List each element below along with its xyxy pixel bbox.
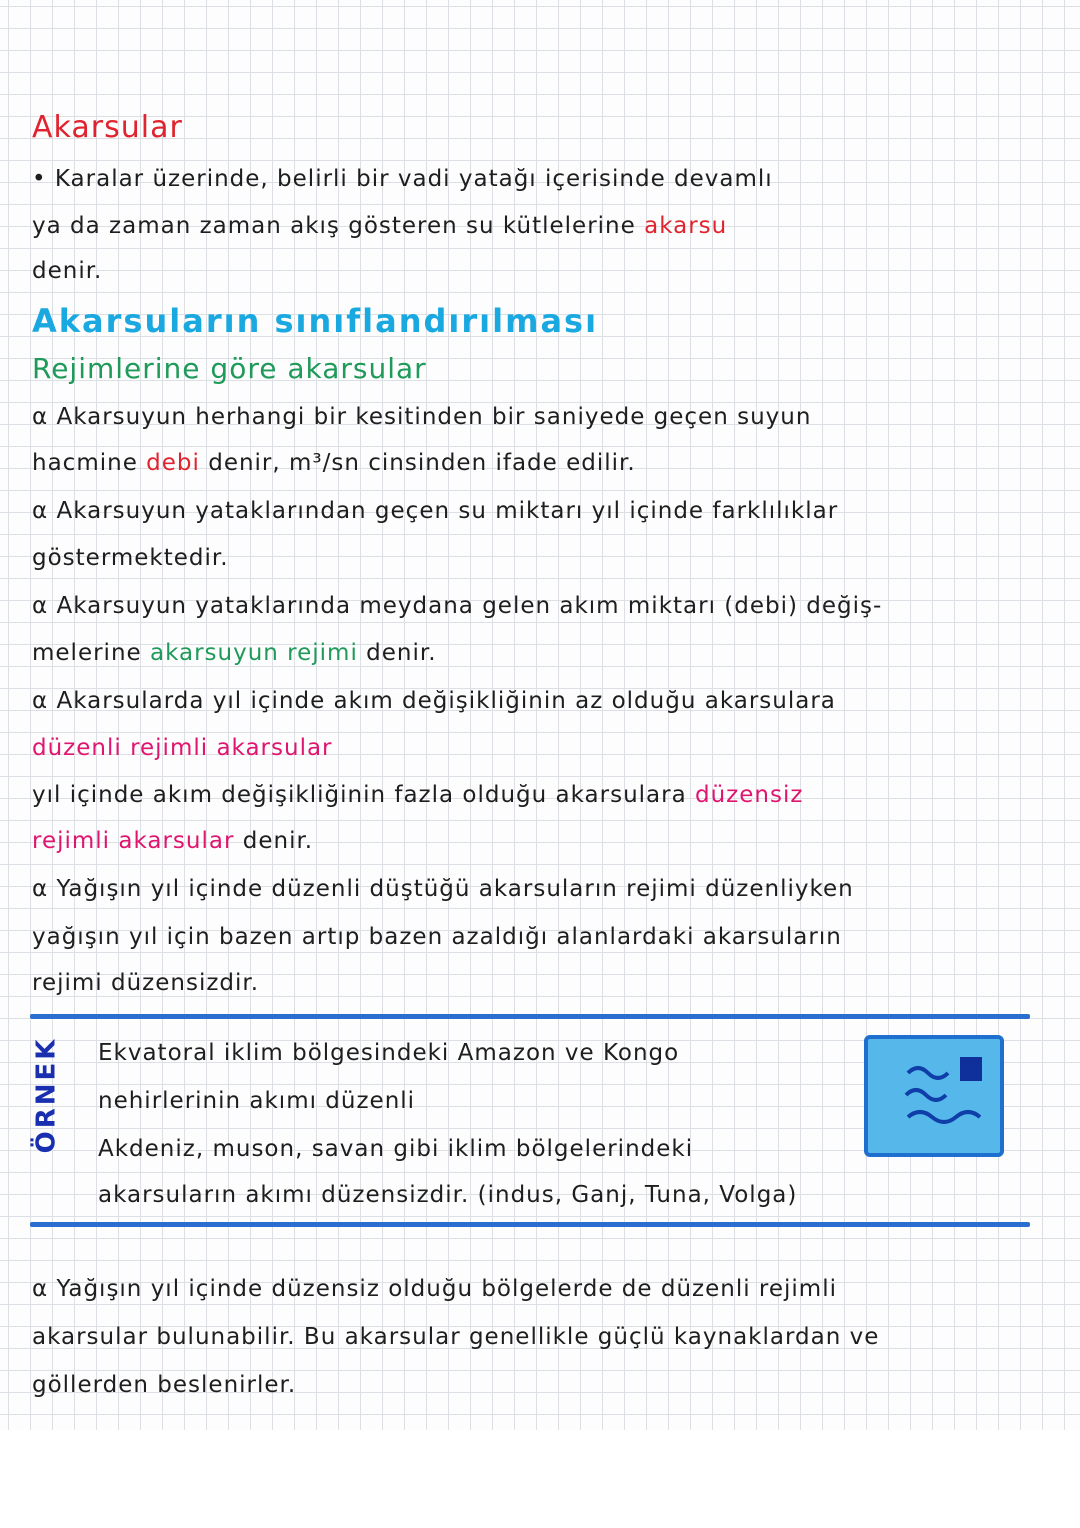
p3-line-2 bbox=[32, 640, 437, 666]
p4-line-1: ⍺ Akarsularda yıl içinde akım değişikliğinin az olduğu akarsulara bbox=[32, 688, 836, 714]
intro-line-2 bbox=[32, 213, 727, 239]
p1-line-1: ⍺ Akarsuyun herhangi bir kesitinden bir saniyede geçen suyun bbox=[32, 404, 812, 430]
p4-line-4 bbox=[32, 828, 313, 854]
page-bottom-margin bbox=[0, 1430, 1080, 1528]
p1-line-2 bbox=[32, 450, 636, 476]
p1-text-c: denir, m³/sn cinsinden ifade edilir. bbox=[199, 450, 636, 476]
p5-line-2: yağışın yıl için bazen artıp bazen azaldığı alanlardaki akarsuların bbox=[32, 924, 842, 950]
term-rejimli-akarsular: rejimli akarsular bbox=[32, 828, 235, 854]
p5-line-3: rejimi düzensizdir. bbox=[32, 970, 260, 996]
section-heading: Akarsuların sınıflandırılması bbox=[32, 302, 599, 340]
term-duzenli-rejimli: düzenli rejimli akarsular bbox=[32, 735, 333, 761]
example-line-2: nehirlerinin akımı düzenli bbox=[98, 1088, 416, 1114]
intro-line-1: • Karalar üzerinde, belirli bir vadi yatağı içerisinde devamlı bbox=[32, 166, 773, 192]
example-tag-label: ÖRNEK bbox=[31, 1036, 62, 1154]
p2-line-2: göstermektedir. bbox=[32, 545, 229, 571]
example-tag bbox=[16, 1030, 76, 1160]
intro-line-3: denir. bbox=[32, 258, 103, 284]
p1-text-a: hacmine bbox=[32, 450, 147, 476]
term-akarsuyun-rejimi: akarsuyun rejimi bbox=[149, 640, 358, 666]
intro-text: ya da zaman zaman akış gösteren su kütlelerine bbox=[32, 213, 645, 239]
p6-line-2: akarsular bulunabilir. Bu akarsular genellikle güçlü kaynaklardan ve bbox=[32, 1324, 880, 1350]
p4-text-b: denir. bbox=[234, 828, 314, 854]
example-line-1: Ekvatoral iklim bölgesindeki Amazon ve Kongo bbox=[98, 1040, 680, 1066]
p2-line-1: ⍺ Akarsuyun yataklarından geçen su miktarı yıl içinde farklılıklar bbox=[32, 498, 839, 524]
p3-text-c: denir. bbox=[357, 640, 437, 666]
example-line-3: Akdeniz, muson, savan gibi iklim bölgelerindeki bbox=[98, 1136, 694, 1162]
water-waves-icon bbox=[864, 1035, 1004, 1157]
p3-text-a: melerine bbox=[32, 640, 150, 666]
p4-line-3 bbox=[32, 782, 803, 808]
p4-text-a: yıl içinde akım değişikliğinin fazla olduğu akarsulara bbox=[32, 782, 695, 808]
term-debi: debi bbox=[146, 450, 200, 476]
term-akarsu: akarsu bbox=[644, 213, 728, 239]
p6-line-3: göllerden beslenirler. bbox=[32, 1372, 297, 1398]
example-line-4: akarsuların akımı düzensizdir. (indus, Ganj, Tuna, Volga) bbox=[98, 1182, 798, 1208]
example-top-rule bbox=[30, 1014, 1030, 1019]
term-duzensiz: düzensiz bbox=[695, 782, 804, 808]
water-waves-icon-svg bbox=[868, 1039, 1000, 1153]
p5-line-1: ⍺ Yağışın yıl içinde düzenli düştüğü akarsuların rejimi düzenliyken bbox=[32, 876, 854, 902]
p6-line-1: ⍺ Yağışın yıl içinde düzensiz olduğu bölgelerde de düzenli rejimli bbox=[32, 1276, 837, 1302]
example-bottom-rule bbox=[30, 1222, 1030, 1227]
subheading: Rejimlerine göre akarsular bbox=[32, 352, 427, 385]
page-title: Akarsular bbox=[32, 110, 183, 145]
p3-line-1: ⍺ Akarsuyun yataklarında meydana gelen akım miktarı (debi) değiş- bbox=[32, 593, 883, 619]
